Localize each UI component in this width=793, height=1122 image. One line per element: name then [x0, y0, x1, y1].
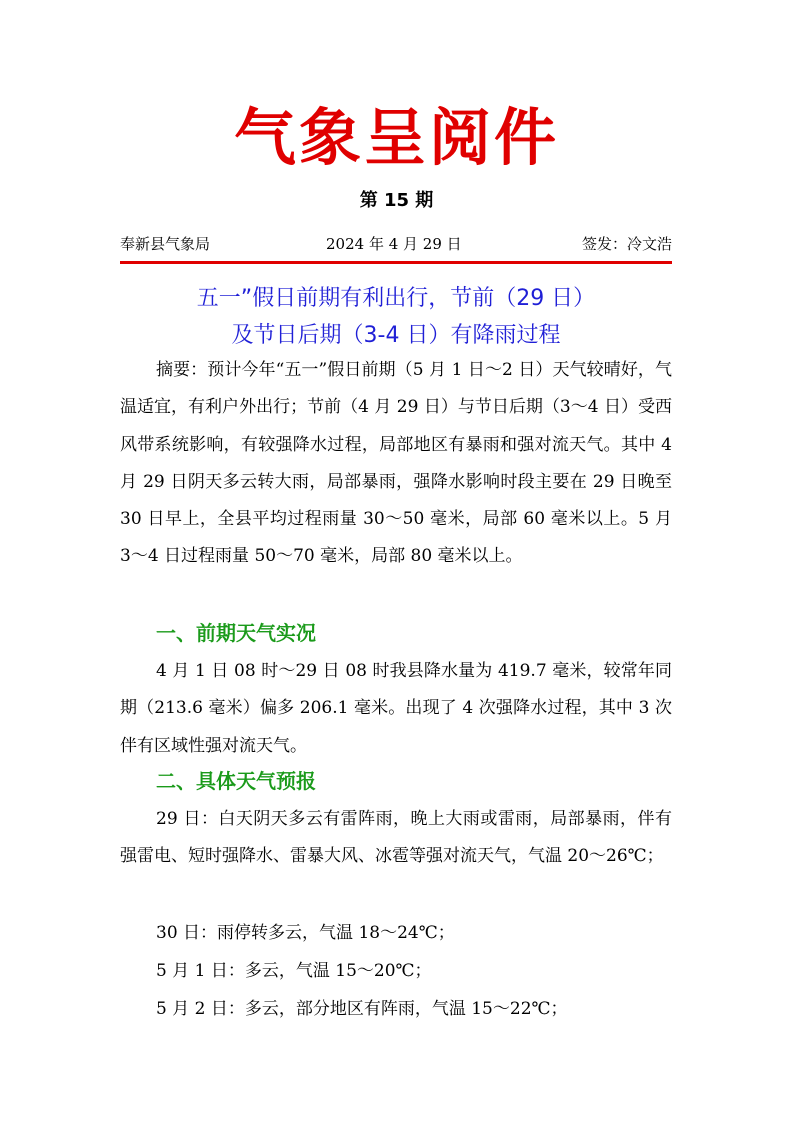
- section-1-body: 4 月 1 日 08 时～29 日 08 时我县降水量为 419.7 毫米，较常年同期（213.6 毫米）偏多 206.1 毫米。出现了 4 次强降水过程，其中 3 次伴有区域性强对流天气。: [120, 661, 672, 756]
- issue-date: 2024 年 4 月 29 日: [326, 235, 462, 253]
- headline-line-2: 及节日后期（3-4 日）有降雨过程: [231, 323, 561, 348]
- section-heading-1: 一、前期天气实况: [156, 621, 316, 645]
- headline-line-1: 五一”假日前期有利出行，节前（29 日）: [196, 286, 596, 311]
- issue-number: 第 15 期: [359, 190, 434, 211]
- meta-row: [120, 233, 672, 255]
- masthead-title: 气象呈阅件: [233, 101, 559, 174]
- forecast-may-2: 5 月 2 日：多云，部分地区有阵雨，气温 15～22℃；: [156, 999, 568, 1019]
- headline: [120, 280, 672, 354]
- forecast-may-1: 5 月 1 日：多云，气温 15～20℃；: [156, 961, 432, 981]
- summary-paragraph: 摘要：预计今年“五一”假日前期（5 月 1 日～2 日）天气较晴好，气温适宜，有利户外出行；节前（4 月 29 日）与节日后期（3～4 日）受西风带系统影响，有较强降水过程，局部地区有暴雨和强对流天气。其中 4 月 29 日阴天多云转大雨，局部暴雨，强降水影响时段主要在 29 日晚至 30 日早上，全县平均过程雨量 30～50 毫米，局部 60 毫米以上。5 月 3～4 日过程雨量 50～70 毫米，局部 80 毫米以上。: [120, 360, 672, 567]
- forecast-day-29: 29 日：白天阴天多云有雷阵雨，晚上大雨或雷雨，局部暴雨，伴有强雷电、短时强降水、雷暴大风、冰雹等强对流天气，气温 20～26℃；: [120, 809, 672, 867]
- forecast-day-30: 30 日：雨停转多云，气温 18～24℃；: [156, 923, 455, 943]
- red-divider: [120, 261, 672, 264]
- issuing-org: 奉新县气象局: [120, 235, 211, 253]
- signatory: 签发：冷文浩: [581, 235, 672, 253]
- section-heading-2: 二、具体天气预报: [156, 769, 316, 793]
